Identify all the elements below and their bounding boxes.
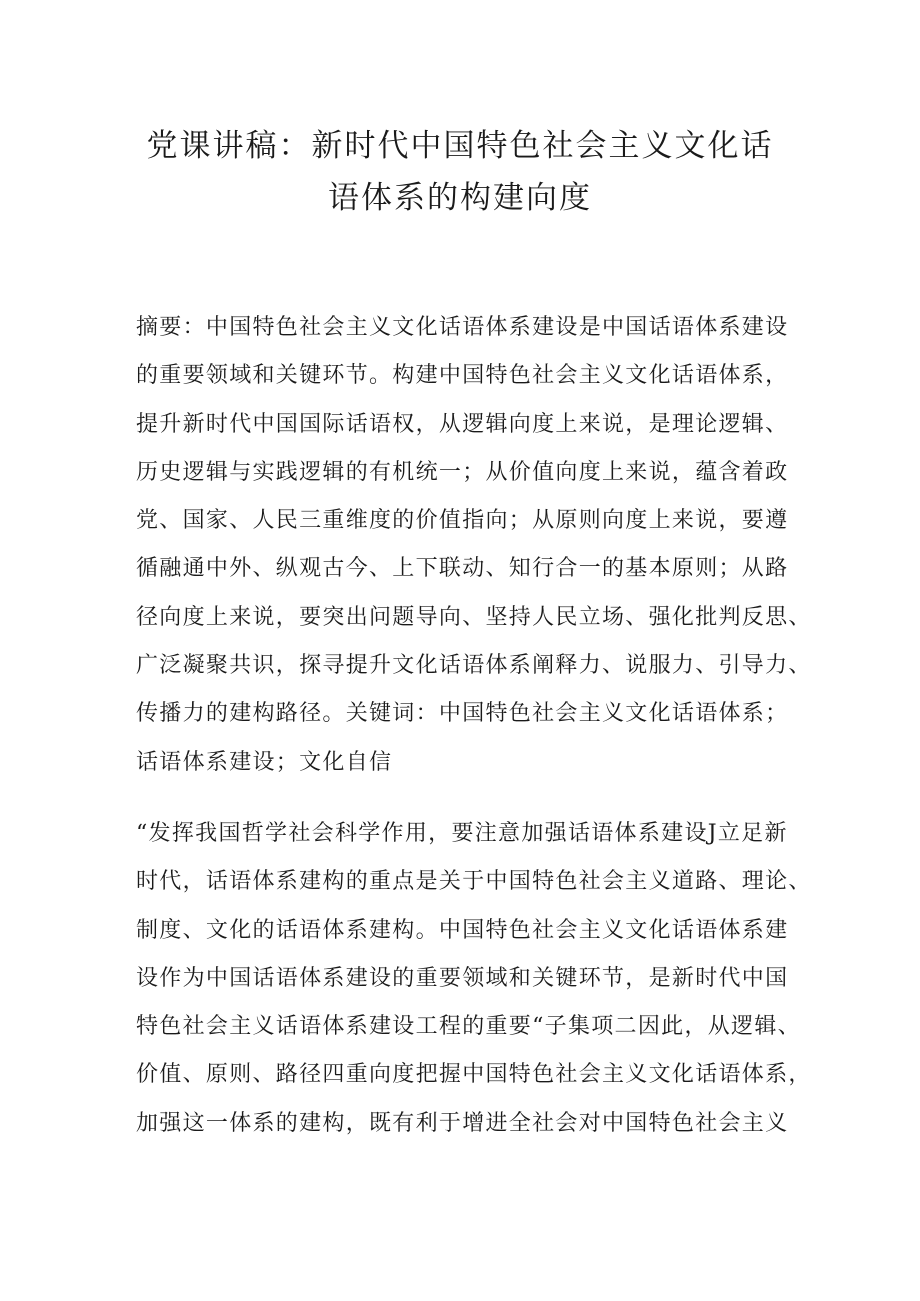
abstract-line: 话语体系建设；文化自信 [136, 749, 393, 775]
abstract-paragraph [136, 304, 812, 787]
title-line: 语体系的构建向度 [328, 180, 592, 216]
document-title [120, 120, 800, 224]
abstract-line: 传播力的建构路径。关键词：中国特色社会主义文化话语体系； [136, 701, 789, 727]
body-line: “发挥我国哲学社会科学作用，要注意加强话语体系建设J立足新 [136, 821, 788, 846]
abstract-line: 径向度上来说，要突出问题导向、坚持人民立场、强化批判反思、 [136, 604, 812, 630]
body-paragraph [136, 810, 812, 1148]
body-line: 时代，话语体系建构的重点是关于中国特色社会主义道路、理论、 [136, 869, 812, 895]
body-line: 加强这一体系的建构，既有利于增进全社会对中国特色社会主义 [136, 1110, 789, 1136]
body-line: 价值、原则、路径四重向度把握中国特色社会主义文化话语体系， [136, 1062, 812, 1088]
abstract-line: 的重要领域和关键环节。构建中国特色社会主义文化话语体系， [136, 363, 789, 389]
body-line: 制度、文化的话语体系建构。中国特色社会主义文化话语体系建 [136, 917, 789, 943]
abstract-line: 提升新时代中国国际话语权，从逻辑向度上来说，是理论逻辑、 [136, 411, 789, 437]
abstract-line: 摘要：中国特色社会主义文化话语体系建设是中国话语体系建设 [136, 315, 789, 340]
abstract-line: 广泛凝聚共识，探寻提升文化话语体系阐释力、说服力、引导力、 [136, 653, 812, 679]
title-line: 党课讲稿：新时代中国特色社会主义文化话 [146, 128, 774, 164]
abstract-line: 党、国家、人民三重维度的价值指向；从原则向度上来说，要遵 [136, 508, 789, 534]
body-line: 设作为中国话语体系建设的重要领域和关键环节，是新时代中国 [136, 965, 789, 991]
abstract-line: 历史逻辑与实践逻辑的有机统一；从价值向度上来说，蕴含着政 [136, 459, 789, 485]
abstract-line: 循融通中外、纵观古今、上下联动、知行合一的基本原则；从路 [136, 556, 789, 582]
body-line: 特色社会主义话语体系建设工程的重要“子集项二因此，从逻辑、 [136, 1014, 801, 1040]
